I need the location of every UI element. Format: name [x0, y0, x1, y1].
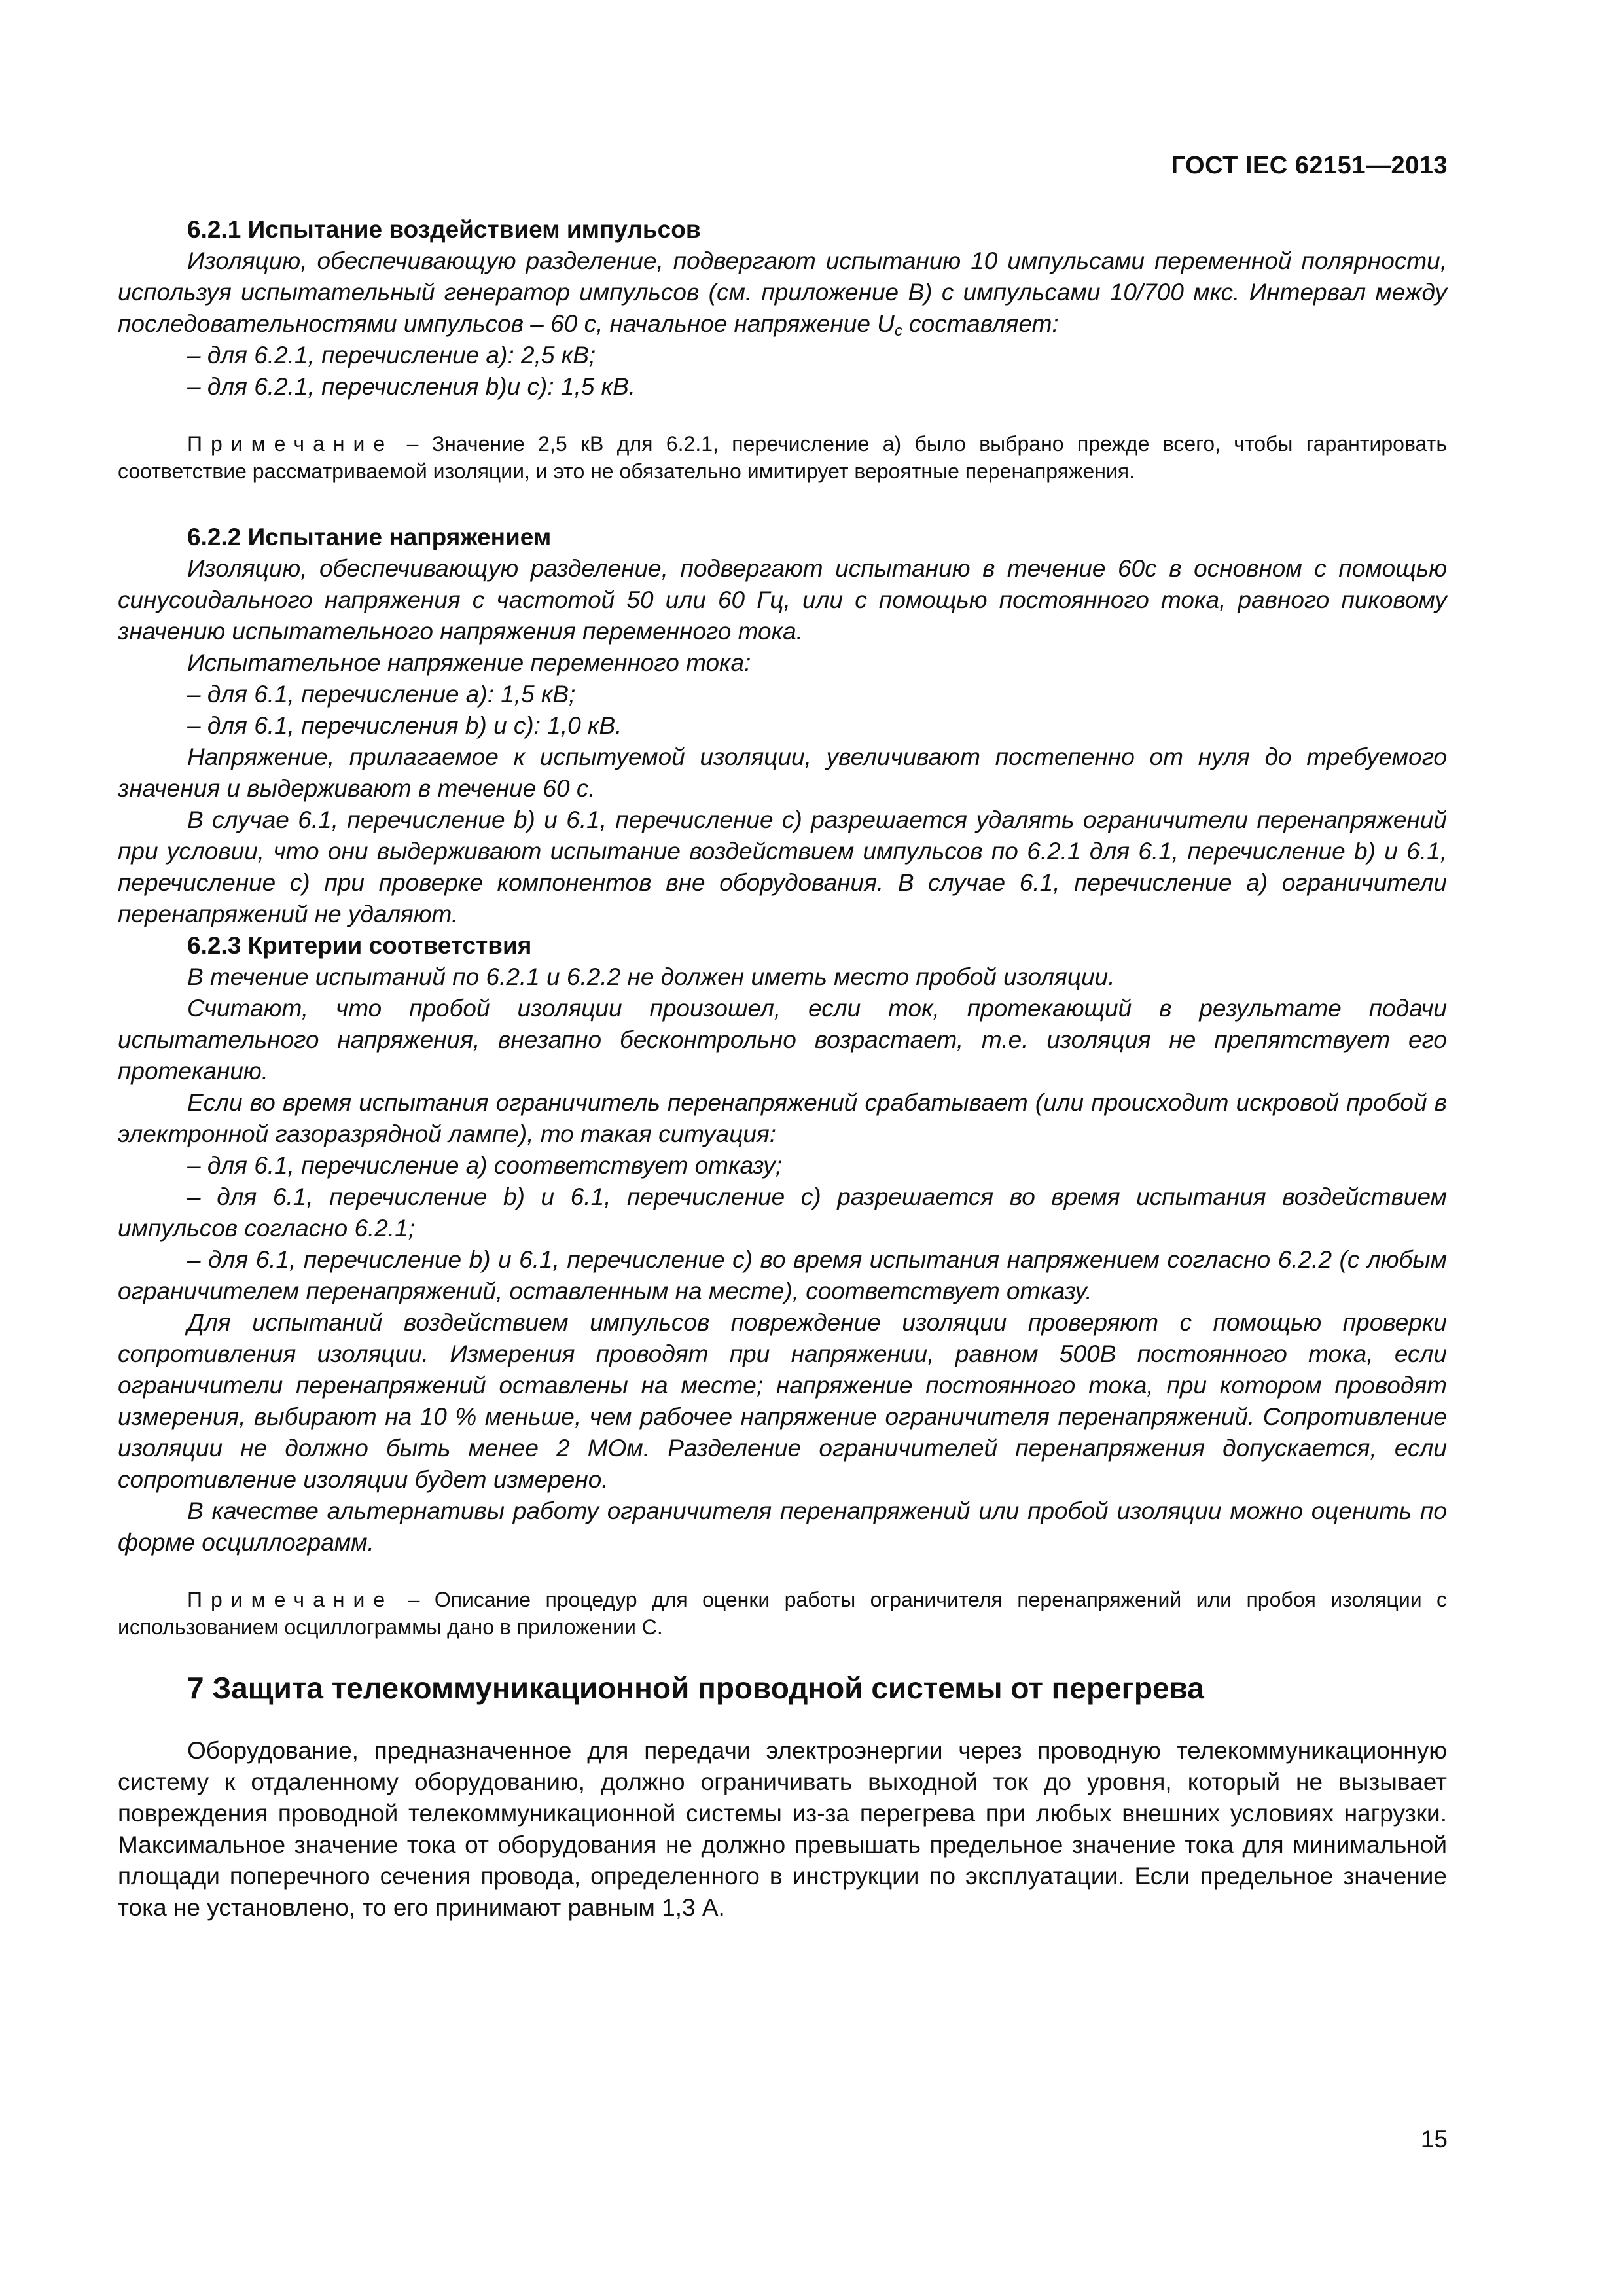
section-7-body: Оборудование, предназначенное для передачи электроэнергии через проводную телекоммуникационную систему к отдаленному оборудованию, должно ограничивать выходной ток до уровня, который не вызывает повреждения проводной телекоммуникационной системы из-за перегрева при любых внешних условиях нагрузки. Максимальное значение тока от оборудования не должно превышать предельное значение тока для минимальной площади поперечного сечения провода, определенного в инструкции по эксплуатации. Если предельное значение тока не установлено, то его принимают равным 1,3 А.	[118, 1737, 1447, 1921]
list-item: – для 6.1, перечисление b) и 6.1, перечисление c) разрешается во время испытания воздействием импульсов согласно 6.2.1;	[118, 1183, 1447, 1242]
paragraph: Если во время испытания ограничитель перенапряжений срабатывает (или происходит искровой пробой в электронной газоразрядной лампе), то такая ситуация:	[118, 1089, 1447, 1147]
paragraph: Изоляцию, обеспечивающую разделение, подвергают испытанию в течение 60с в основном с помощью синусоидального напряжения с частотой 50 или 60 Гц, или с помощью постоянного тока, равного пиковому значению испытательного напряжения переменного тока.	[118, 555, 1447, 645]
note-label: Примечание	[187, 432, 394, 456]
voltage-subscript: с	[894, 322, 902, 340]
paragraph: В течение испытаний по 6.2.1 и 6.2.2 не должен иметь место пробой изоляции.	[187, 963, 1115, 990]
note-2	[118, 1586, 1447, 1641]
list-item: – для 6.1, перечисление a): 1,5 кВ;	[187, 681, 576, 708]
list-item: – для 6.1, перечисления b) и c): 1,0 кВ.	[187, 712, 622, 739]
page-content	[118, 214, 1447, 1924]
paragraph: В качестве альтернативы работу ограничителя перенапряжений или пробой изоляции можно оценить по форме осциллограмм.	[118, 1498, 1447, 1556]
section-7-title: 7 Защита телекоммуникационной проводной системы от перегрева	[187, 1671, 1204, 1705]
paragraph: Для испытаний воздействием импульсов повреждение изоляции проверяют с помощью проверки сопротивления изоляции. Измерения проводят при напряжении, равном 500В постоянного тока, если ограничители перенапряжений оставлены на месте; напряжение постоянного тока, при котором проводят измерения, выбирают на 10 % меньше, чем рабочее напряжение ограничителя перенапряжений. Сопротивление изоляции не должно быть менее 2 МОм. Разделение ограничителей перенапряжения допускается, если сопротивление изоляции будет измерено.	[118, 1309, 1447, 1493]
list-item: – для 6.1, перечисление a) соответствует отказу;	[187, 1152, 782, 1179]
paragraph: Испытательное напряжение переменного тока:	[187, 649, 751, 676]
standard-header: ГОСТ IEC 62151—2013	[1171, 152, 1448, 179]
section-6-2-1-title: 6.2.1 Испытание воздействием импульсов	[187, 216, 701, 243]
paragraph: Напряжение, прилагаемое к испытуемой изоляции, увеличивают постепенно от нуля до требуемого значения и выдерживают в течение 60 с.	[118, 744, 1447, 802]
note-text: – Значение 2,5 кВ для 6.2.1, перечисление a) было выбрано прежде всего, чтобы гарантировать соответствие рассматриваемой изоляции, и это не обязательно имитирует вероятные перенапряжения.	[118, 432, 1447, 483]
section-6-2-1-body-text: Изоляцию, обеспечивающую разделение, подвергают испытанию 10 импульсами переменной полярности, используя испытательный генератор импульсов (см. приложение B) с импульсами 10/700 мкс. Интервал между последовательностями импульсов – 60 с, начальное напряжение U	[118, 247, 1447, 337]
section-6-2-2-title: 6.2.2 Испытание напряжением	[187, 524, 552, 550]
section-6-2-1-body	[118, 245, 1447, 340]
paragraph: В случае 6.1, перечисление b) и 6.1, перечисление c) разрешается удалять ограничители перенапряжений при условии, что они выдерживают испытание воздействием импульсов по 6.2.1 для 6.1, перечисление b) и 6.1, перечисление c) при проверке компонентов вне оборудования. В случае 6.1, перечисление a) ограничители перенапряжений не удаляют.	[118, 806, 1447, 927]
list-item: – для 6.1, перечисление b) и 6.1, перечисление c) во время испытания напряжением согласно 6.2.2 (с любым ограничителем перенапряжений, оставленным на месте), соответствует отказу.	[118, 1246, 1447, 1304]
note-text: – Описание процедур для оценки работы ограничителя перенапряжений или пробоя изоляции с использованием осциллограммы дано в приложении C.	[118, 1588, 1447, 1639]
section-6-2-3-title: 6.2.3 Критерии соответствия	[187, 932, 532, 959]
note-label: Примечание	[187, 1588, 394, 1611]
page-number: 15	[1420, 2126, 1448, 2153]
paragraph: Считают, что пробой изоляции произошел, если ток, протекающий в результате подачи испытательного напряжения, внезапно бесконтрольно возрастает, т.е. изоляция не препятствует его протеканию.	[118, 995, 1447, 1085]
list-item: – для 6.2.1, перечисления b)и c): 1,5 кВ.	[187, 373, 636, 400]
note-1	[118, 430, 1447, 485]
section-6-2-1-body-tail: составляет:	[902, 310, 1059, 337]
list-item: – для 6.2.1, перечисление a): 2,5 кВ;	[187, 342, 596, 368]
